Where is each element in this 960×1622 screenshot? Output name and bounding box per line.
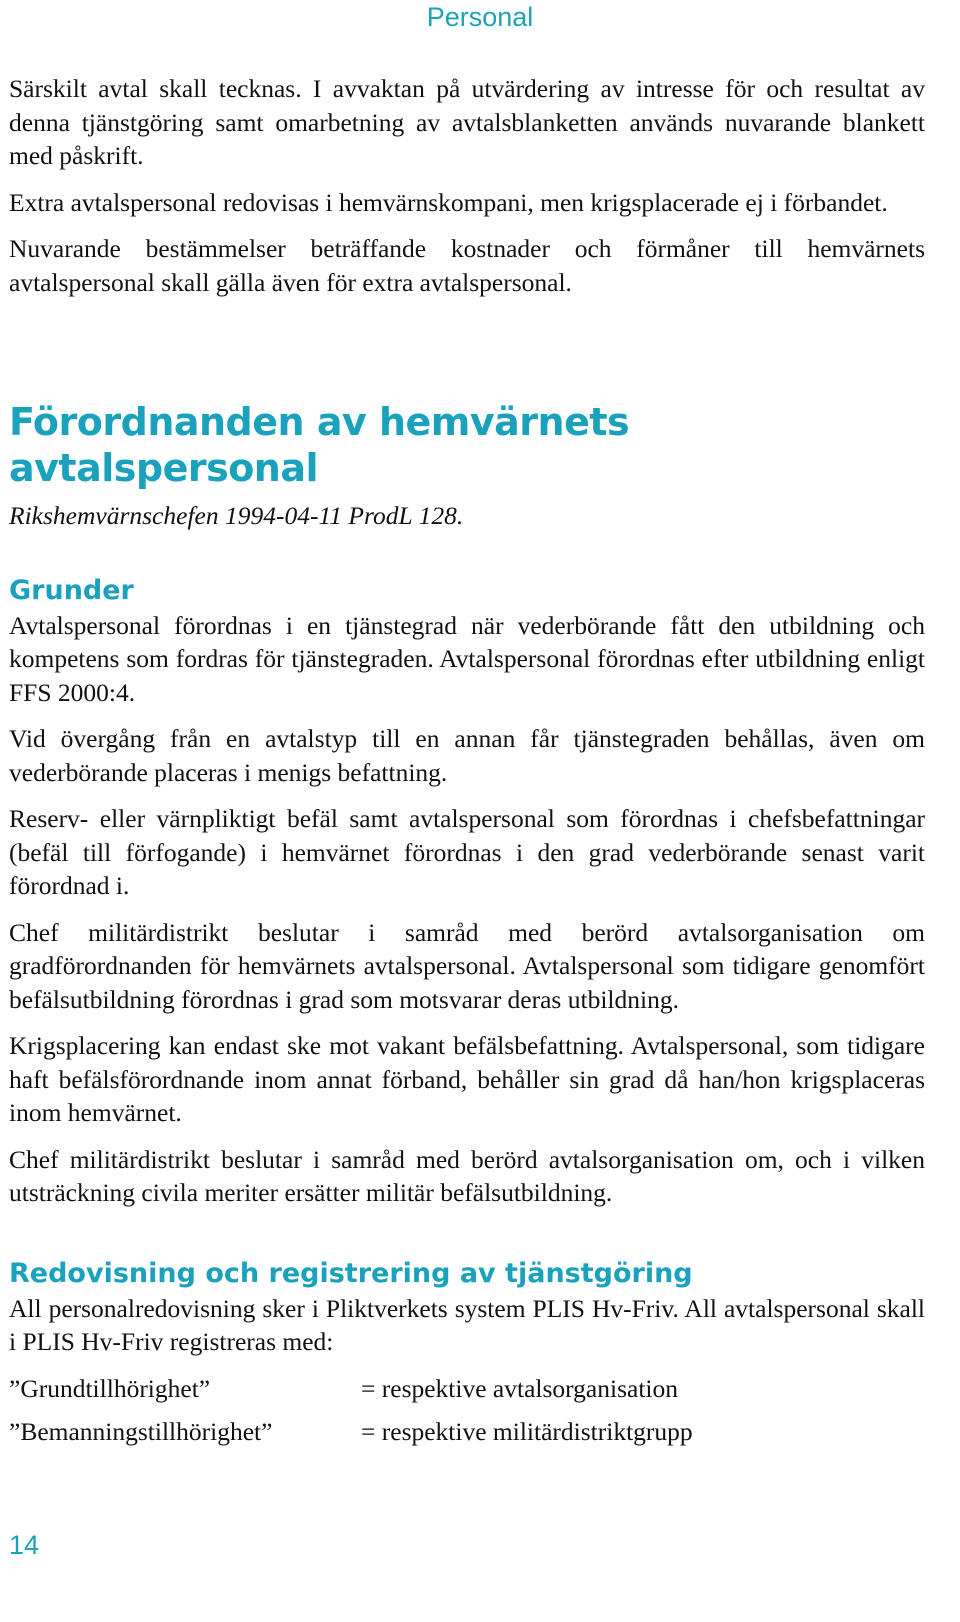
registration-table <box>9 1372 925 1449</box>
grunder-paragraph: Chef militärdistrikt beslutar i samråd med berörd avtalsorganisation om gradförordnanden för hemvärnets avtalspersonal. Avtalspersonal som tidigare genomfört befälsutbildning förordnas i grad som motsvarar deras utbildning. <box>9 917 925 1014</box>
grunder-heading: Grunder <box>9 574 134 606</box>
registration-value: = respektive avtalsorganisation <box>361 1373 678 1403</box>
grunder-paragraph: Krigsplacering kan endast ske mot vakant befälsbefattning. Avtalspersonal, som tidigare haft befälsförordnande inom annat förband, behåller sin grad då han/hon krigsplaceras inom hemvärnet. <box>9 1031 925 1127</box>
running-header: Personal <box>426 2 534 32</box>
intro-paragraph-2: Extra avtalspersonal redovisas i hemvärnskompani, men krigsplacerade ej i förbandet. <box>9 187 888 217</box>
grunder-paragraph: Avtalspersonal förordnas i en tjänstegrad när vederbörande fått den utbildning och kompetens som fordras för tjänstegraden. Avtalspersonal förordnas efter utbildning enligt FFS 2000:4. <box>9 610 925 707</box>
page-number: 14 <box>9 1530 40 1560</box>
registration-row <box>9 1415 925 1449</box>
registration-value: = respektive militärdistriktgrupp <box>361 1417 693 1446</box>
registration-key: ”Bemanningstillhörighet” <box>9 1417 273 1446</box>
section-byline: Rikshemvärnschefen 1994-04-11 ProdL 128. <box>9 501 464 530</box>
redovisning-paragraph: All personalredovisning sker i Pliktverkets system PLIS Hv-Friv. All avtalspersonal skall i PLIS Hv-Friv registreras med: <box>9 1293 925 1356</box>
page-content <box>9 72 925 1459</box>
grunder-paragraph: Reserv- eller värnpliktigt befäl samt avtalspersonal som förordnas i chefsbefattningar (befäl till förfogande) i hemvärnet förordnas i den grad vederbörande senast varit förordnad i. <box>9 804 925 900</box>
redovisning-heading: Redovisning och registrering av tjänstgöring <box>9 1257 693 1289</box>
intro-paragraph-3: Nuvarande bestämmelser beträffande kostnader och förmåner till hemvärnets avtalspersonal skall gälla även för extra avtalspersonal. <box>9 234 925 297</box>
section-title: Förordnanden av hemvärnets avtalspersonal <box>9 400 630 490</box>
registration-row <box>9 1372 925 1406</box>
registration-key: ”Grundtillhörighet” <box>9 1373 211 1403</box>
intro-paragraph-1: Särskilt avtal skall tecknas. I avvaktan på utvärdering av intresse för och resultat av denna tjänstgöring samt omarbetning av avtalsblanketten används nuvarande blankett med påskrift. <box>9 74 925 170</box>
grunder-paragraph: Vid övergång från en avtalstyp till en annan får tjänstegraden behållas, även om vederbörande placeras i menigs befattning. <box>9 724 925 787</box>
grunder-paragraph: Chef militärdistrikt beslutar i samråd med berörd avtalsorganisation om, och i vilken utsträckning civila meriter ersätter militär befälsutbildning. <box>9 1144 925 1207</box>
